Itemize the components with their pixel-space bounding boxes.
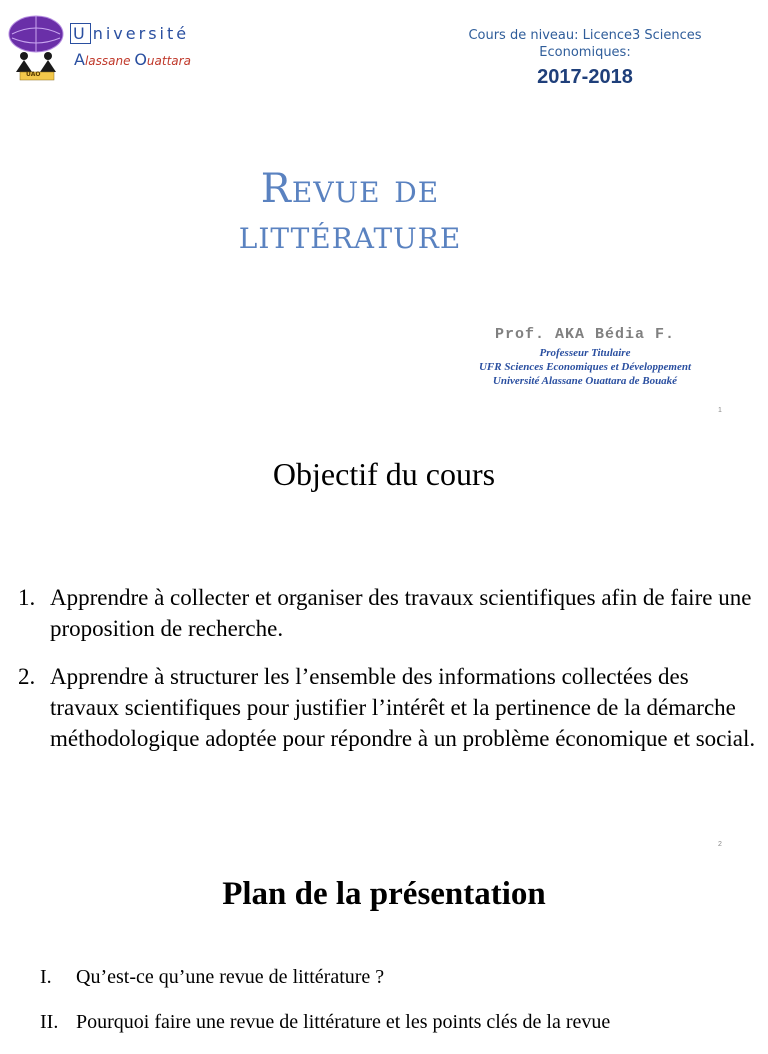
objectives-title: Objectif du cours (272, 456, 496, 492)
logo-badge-text: UAO (26, 71, 41, 78)
list-item (40, 964, 760, 991)
plan-slide (0, 856, 768, 1033)
professor-rank: Professeur Titulaire (539, 347, 631, 359)
list-item-number: 1. (18, 585, 36, 610)
list-item (14, 661, 758, 754)
title-line-2: littérature (238, 212, 462, 258)
objectives-list (14, 582, 758, 771)
page-number: 1 (718, 407, 722, 414)
plan-list (40, 964, 760, 1054)
logo-wordmark-universite: U niversité (70, 24, 189, 43)
list-item-text: Pourquoi faire une revue de littérature et les points clés de la revue (76, 1011, 611, 1033)
list-item-number: I. (40, 966, 52, 988)
title-line-1: Revue de (260, 166, 440, 212)
objectives-slide (0, 430, 768, 856)
logo-wordmark-alassane-ouattara: Alassane Ouattara (74, 50, 191, 69)
list-item-text: Qu’est-ce qu’une revue de littérature ? (76, 966, 385, 988)
title-slide (0, 0, 768, 430)
professor-university: Université Alassane Ouattara de Bouaké (492, 375, 678, 387)
list-item-text: Apprendre à structurer les l’ensemble des informations collectées des travaux scientifiques pour justifier l’intérêt et la pertinence de la démarche méthodologique adoptée pour répondre à un problème économique et social. (50, 664, 756, 751)
list-item (40, 1009, 760, 1036)
presentation-title (100, 166, 600, 258)
professor-name: Prof. AKA Bédia F. (494, 326, 676, 343)
plan-title: Plan de la présentation (222, 876, 546, 912)
list-item-number: 2. (18, 664, 36, 689)
course-level: Cours de niveau: Licence3 Sciences Economiques: (468, 28, 702, 60)
list-item (14, 582, 758, 644)
page-number: 2 (718, 841, 722, 848)
list-item-text: Apprendre à collecter et organiser des travaux scientifiques afin de faire une proposition de recherche. (50, 585, 752, 641)
academic-year: 2017-2018 (537, 66, 633, 88)
list-item-number: II. (40, 1011, 59, 1033)
professor-department: UFR Sciences Economiques et Développement (478, 361, 692, 373)
